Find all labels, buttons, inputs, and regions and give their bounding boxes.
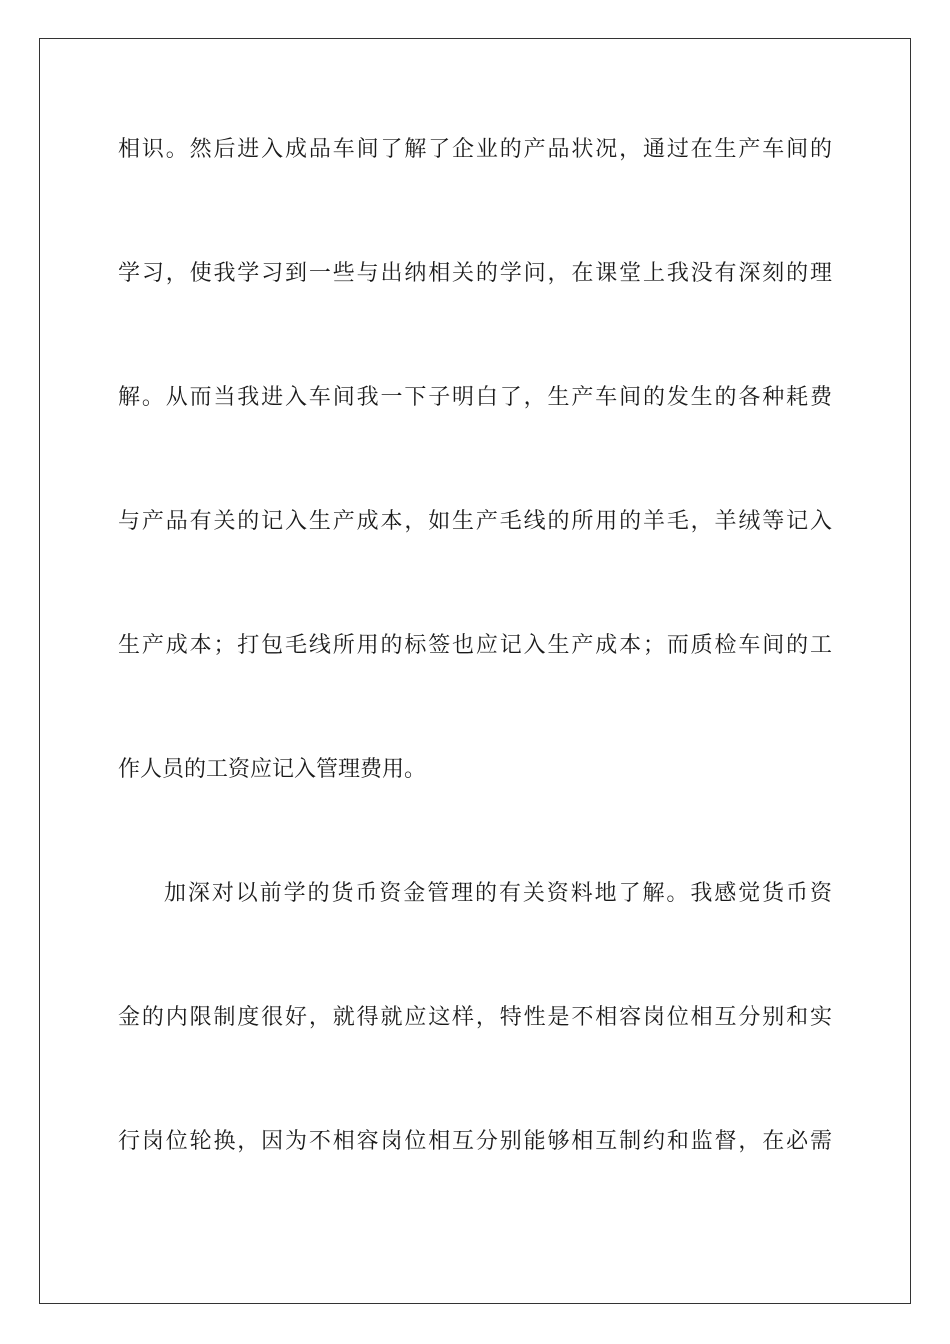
- paragraph-line-7: 加深对以前学的货币资金管理的有关资料地了解。我感觉货币资: [164, 881, 832, 906]
- paragraph-line-4: 与产品有关的记入生产成本，如生产毛线的所用的羊毛，羊绒等记入: [118, 509, 832, 534]
- paragraph-line-5: 生产成本；打包毛线所用的标签也应记入生产成本；而质检车间的工: [118, 633, 832, 658]
- paragraph-line-1: 相识。然后进入成品车间了解了企业的产品状况，通过在生产车间的: [118, 137, 832, 162]
- paragraph-line-8: 金的内限制度很好，就得就应这样，特性是不相容岗位相互分别和实: [118, 1005, 832, 1030]
- paragraph-line-9: 行岗位轮换，因为不相容岗位相互分别能够相互制约和监督，在必需: [118, 1129, 832, 1154]
- paragraph-line-3: 解。从而当我进入车间我一下子明白了，生产车间的发生的各种耗费: [118, 385, 832, 410]
- paragraph-line-2: 学习，使我学习到一些与出纳相关的学问，在课堂上我没有深刻的理: [118, 261, 832, 286]
- paragraph-line-6: 作人员的工资应记入管理费用。: [118, 757, 427, 782]
- page-border: [39, 38, 911, 1304]
